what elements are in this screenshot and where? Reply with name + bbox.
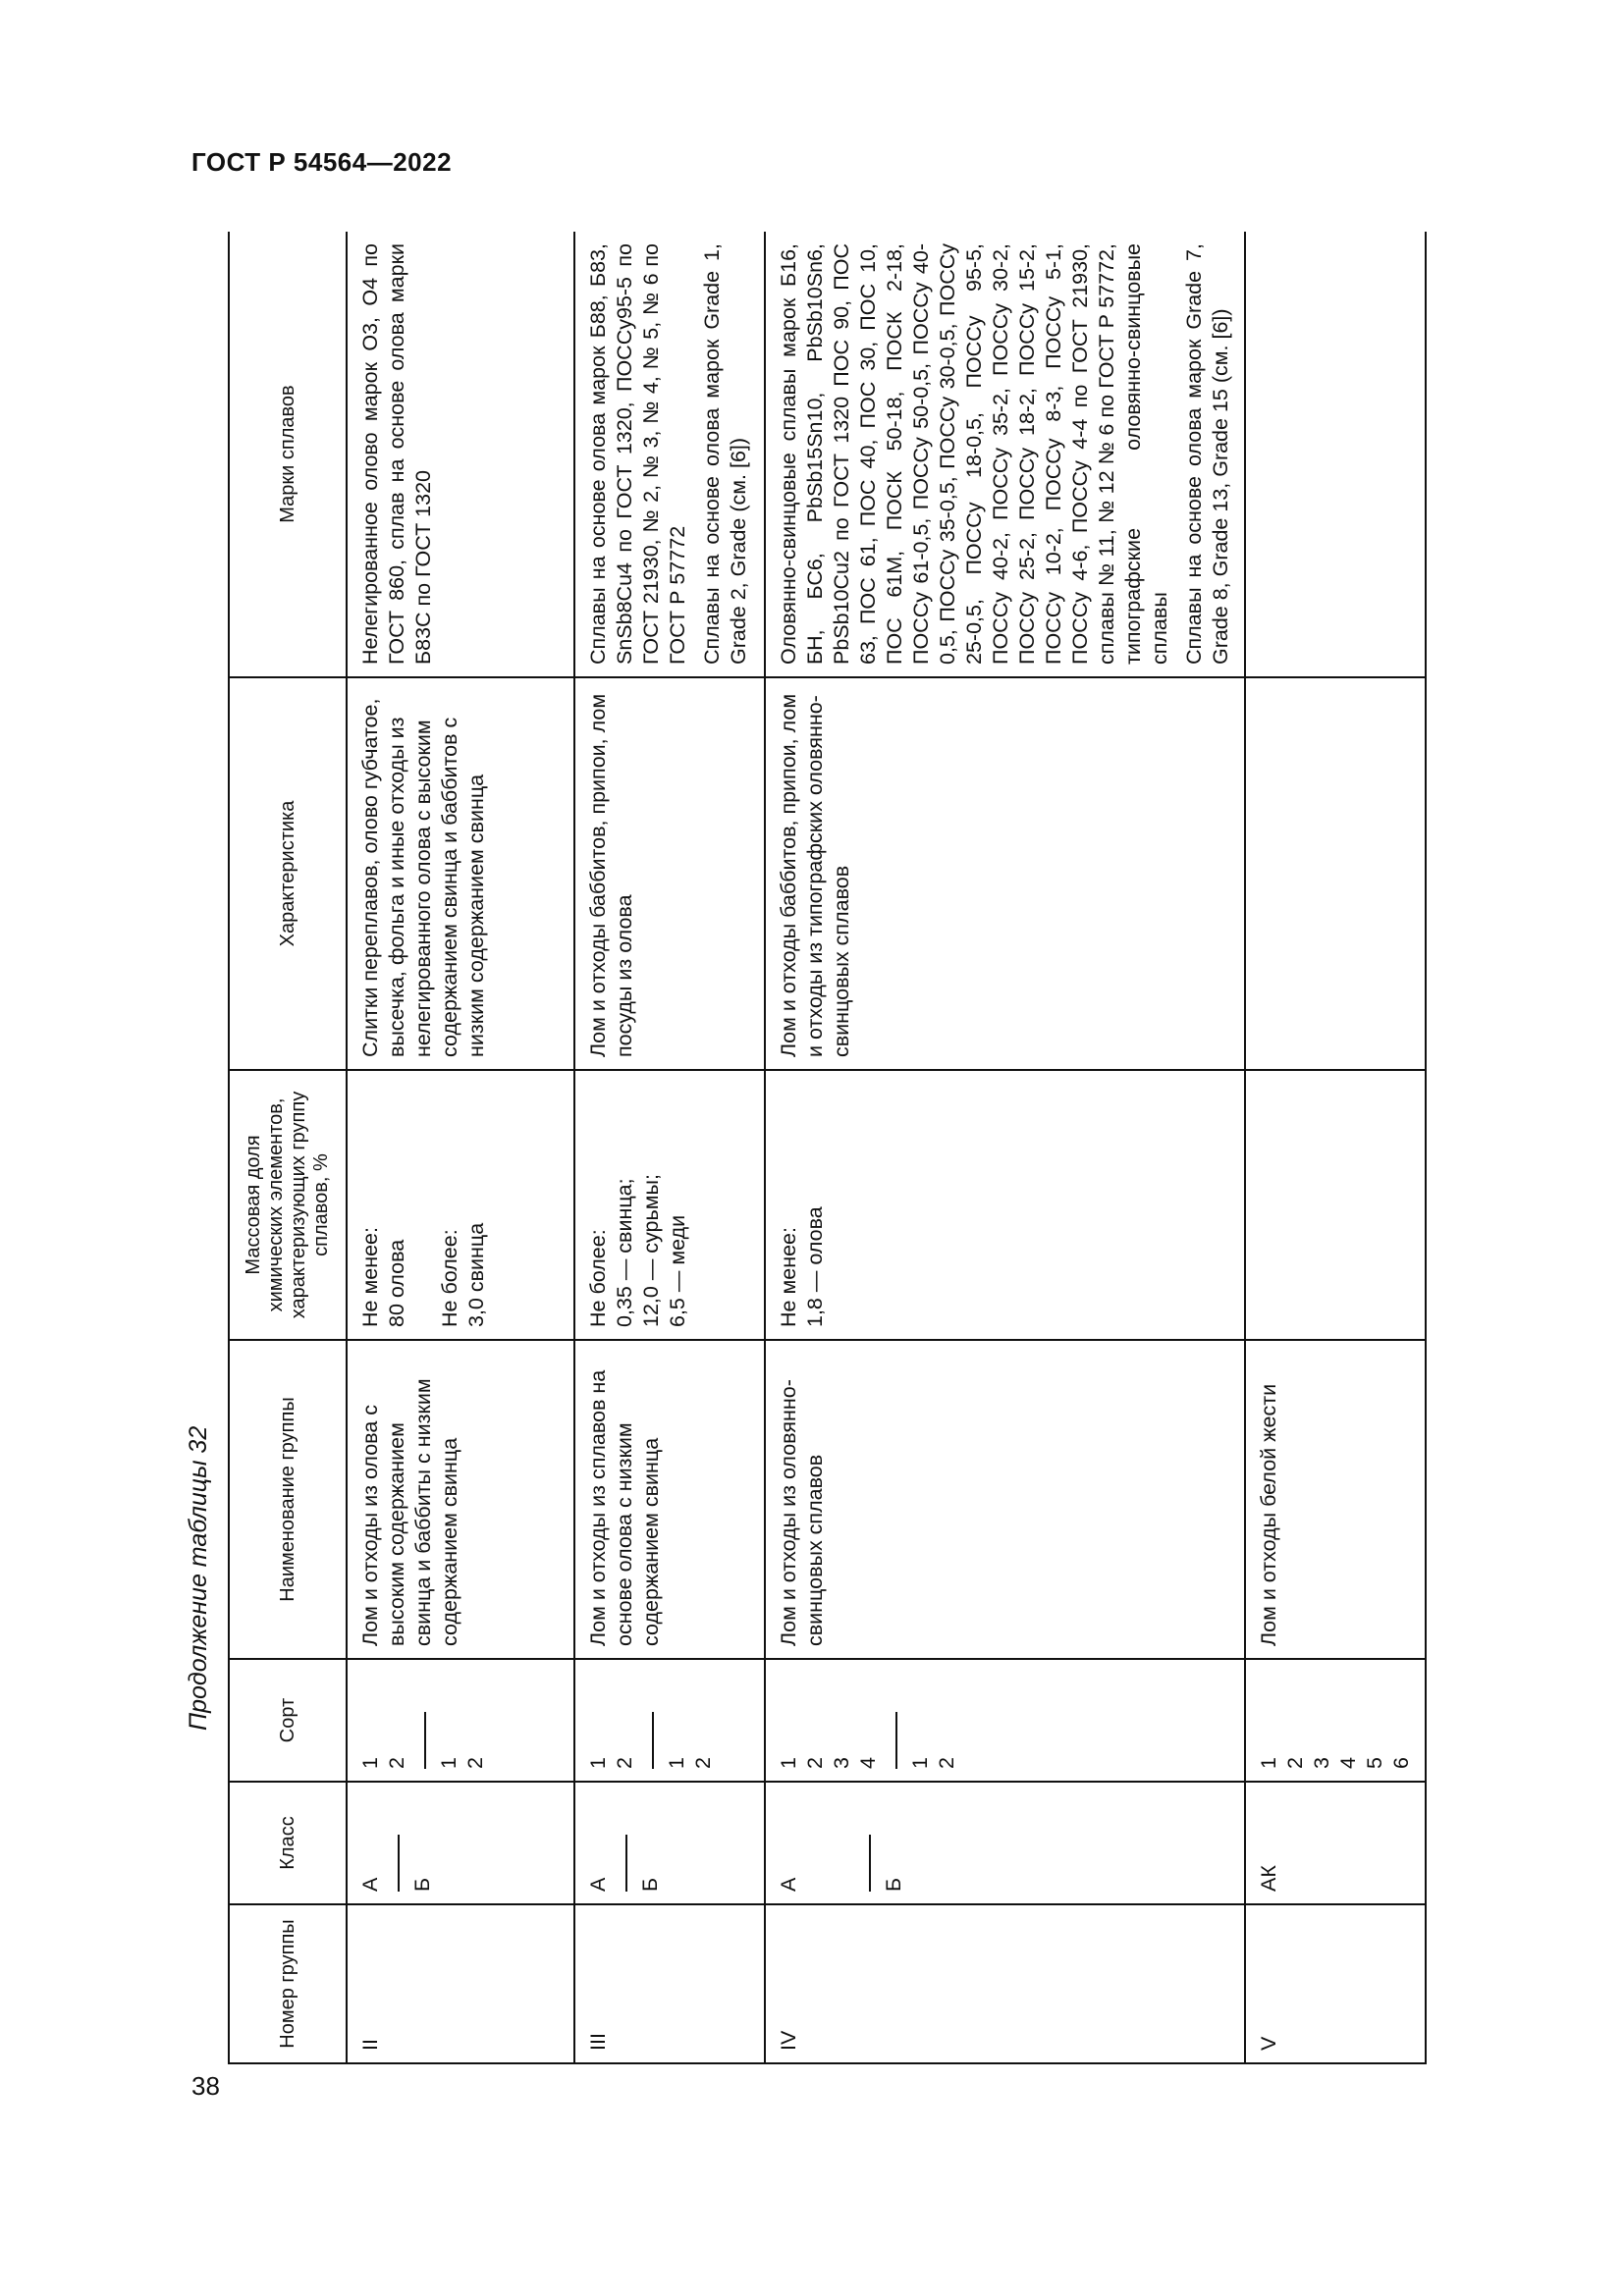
table-row xyxy=(765,232,1245,2063)
grade-value: 2 xyxy=(935,1757,958,1769)
document-header: ГОСТ Р 54564—2022 xyxy=(191,147,453,177)
table-row xyxy=(574,232,765,2063)
mass-min-label: Не менее: xyxy=(358,1227,382,1327)
class-b-label: Б xyxy=(638,1877,662,1892)
alloy-brands-paragraph: Оловянно-свинцовые сплавы марок Б16, БН, БС6, PbSb15Sn10, PbSb10Sn6, PbSb10Cu2 по ГОСТ 1320 ПОС 90, ПОС 63, ПОС 61, ПОС 40, ПОС 30, ПОС 10, ПОС 61М, ПОСК 50-18, ПОСК 2-18, ПОССу 61-0,5, ПОССу 50-0,5, ПОССу 40-0,5, ПОССу 35-0,5, ПОССу 30-0,5, ПОССу 25-0,5, ПОССу 18-0,5, ПОССу 95-5, ПОССу 40-2, ПОССу 35-2, ПОССу 30-2, ПОССу 25-2, ПОССу 18-2, ПОССу 15-2, ПОССу 10-2, ПОССу 8-3, ПОССу 5-1, ПОССу 4-6, ПОССу 4-4 по ГОСТ 21930, сплавы № 11, № 12 № 6 по ГОСТ Р 57772, типографские оловянно-свинцовые сплавы xyxy=(777,243,1171,665)
alloy-brands-cell xyxy=(1245,232,1426,677)
class-a-label: А xyxy=(777,1877,800,1892)
grade-value: 2 xyxy=(691,1757,715,1769)
grade-cell xyxy=(347,1659,574,1782)
mass-max-label: Не более: xyxy=(586,1229,610,1327)
grade-divider xyxy=(652,1712,654,1769)
alloy-brands-paragraph: Сплавы на основе олова марок Grade 1, Grade 2, Grade (см. [6]) xyxy=(700,243,750,665)
table-caption: Продолжение таблицы 32 xyxy=(185,1425,212,1731)
mass-fraction-cell xyxy=(347,1070,574,1340)
rotated-table-area xyxy=(228,232,1436,2064)
col-header-characteristic: Характеристика xyxy=(229,677,347,1070)
grade-cell xyxy=(1245,1659,1426,1782)
grade-value: 1 xyxy=(908,1757,932,1769)
grade-divider xyxy=(424,1712,426,1769)
table-row xyxy=(1245,232,1426,2063)
characteristic-cell xyxy=(1245,677,1426,1070)
alloy-brands-cell: Нелегированное олово марок О3, О4 по ГОСТ 860, сплав на основе олова марки Б83С по ГОСТ 1320 xyxy=(347,232,574,677)
alloy-brands-paragraph: Сплавы на основе олова марок Grade 7, Grade 8, Grade 13, Grade 15 (см. [6]) xyxy=(1182,243,1232,665)
class-cell xyxy=(347,1782,574,1904)
grade-value: 1 xyxy=(358,1757,382,1769)
grade-value: 2 xyxy=(385,1757,408,1769)
class-divider xyxy=(869,1835,871,1892)
grade-cell xyxy=(765,1659,1245,1782)
class-spacer xyxy=(802,1794,855,1892)
mass-min-value: 1,8 — олова xyxy=(803,1206,827,1327)
grade-value: 5 xyxy=(1363,1757,1386,1769)
mass-line: 12,0 — сурьмы; xyxy=(639,1174,663,1327)
col-header-group-name: Наименование группы xyxy=(229,1340,347,1659)
grade-value: 2 xyxy=(803,1757,827,1769)
class-cell xyxy=(765,1782,1245,1904)
grade-value: 1 xyxy=(586,1757,610,1769)
grade-cell xyxy=(574,1659,765,1782)
class-a-label: А xyxy=(586,1877,610,1892)
characteristic-cell: Слитки переплавов, олово губчатое, высечка, фольга и иные отходы из нелегированного олова с высоким содержанием свинца и баббитов с низким содержанием свинца xyxy=(347,677,574,1070)
table-header-row xyxy=(229,232,347,2063)
mass-max-value: 3,0 свинца xyxy=(464,1222,488,1327)
group-number-cell: II xyxy=(347,1904,574,2063)
grade-value: 1 xyxy=(1257,1757,1280,1769)
grade-value: 1 xyxy=(777,1757,800,1769)
alloy-brands-cell xyxy=(574,232,765,677)
alloy-brands-paragraph: Сплавы на основе олова марок Б88, Б83, SnSb8Cu4 по ГОСТ 1320, ПОССу95-5 по ГОСТ 21930, № 2, № 3, № 4, № 5, № 6 по ГОСТ Р 57772 xyxy=(586,243,689,665)
col-header-alloy-brands: Марки сплавов xyxy=(229,232,347,677)
col-header-class: Класс xyxy=(229,1782,347,1904)
grade-value: 1 xyxy=(437,1757,460,1769)
group-name-cell: Лом и отходы из олова с высоким содержанием свинца и баббиты с низким содержанием свинца xyxy=(347,1340,574,1659)
class-cell: АК xyxy=(1245,1782,1426,1904)
table-row xyxy=(347,232,574,2063)
rotated-table-frame xyxy=(228,232,1436,2064)
col-header-mass-fraction: Массовая доля химических элементов, характеризующих группу сплавов, % xyxy=(229,1070,347,1340)
group-number-cell: V xyxy=(1245,1904,1426,2063)
grade-value: 4 xyxy=(856,1757,880,1769)
mass-fraction-cell xyxy=(765,1070,1245,1340)
grade-value: 2 xyxy=(613,1757,636,1769)
mass-min-label: Не менее: xyxy=(777,1227,800,1327)
grade-value: 3 xyxy=(1310,1757,1333,1769)
alloy-groups-table xyxy=(228,232,1427,2064)
grade-value: 2 xyxy=(463,1757,487,1769)
class-divider xyxy=(625,1835,627,1892)
col-header-group-no: Номер группы xyxy=(229,1904,347,2063)
mass-fraction-cell xyxy=(574,1070,765,1340)
mass-max-label: Не более: xyxy=(438,1229,461,1327)
group-name-cell: Лом и отходы из сплавов на основе олова с низким содержанием свинца xyxy=(574,1340,765,1659)
grade-value: 3 xyxy=(830,1757,853,1769)
col-header-grade: Сорт xyxy=(229,1659,347,1782)
mass-min-value: 80 олова xyxy=(385,1239,408,1327)
class-b-label: Б xyxy=(410,1877,434,1892)
grade-value: 1 xyxy=(665,1757,688,1769)
page-number: 38 xyxy=(191,2071,220,2101)
group-name-cell: Лом и отходы из оловянно-свинцовых сплавов xyxy=(765,1340,1245,1659)
grade-divider xyxy=(895,1712,897,1769)
mass-line: 0,35 — свинца; xyxy=(613,1178,636,1327)
class-a-label: А xyxy=(358,1877,382,1892)
alloy-brands-cell xyxy=(765,232,1245,677)
grade-value: 6 xyxy=(1389,1757,1413,1769)
group-number-cell: III xyxy=(574,1904,765,2063)
group-name-cell: Лом и отходы белой жести xyxy=(1245,1340,1426,1659)
grade-value: 2 xyxy=(1283,1757,1307,1769)
class-b-label: Б xyxy=(882,1877,905,1892)
class-divider xyxy=(398,1835,400,1892)
grade-value: 4 xyxy=(1336,1757,1360,1769)
mass-line: 6,5 — меди xyxy=(666,1214,689,1327)
characteristic-cell: Лом и отходы баббитов, припои, лом посуды из олова xyxy=(574,677,765,1070)
group-number-cell: IV xyxy=(765,1904,1245,2063)
class-cell xyxy=(574,1782,765,1904)
mass-fraction-cell xyxy=(1245,1070,1426,1340)
characteristic-cell: Лом и отходы баббитов, припои, лом и отходы из типографских оловянно-свинцовых сплавов xyxy=(765,677,1245,1070)
